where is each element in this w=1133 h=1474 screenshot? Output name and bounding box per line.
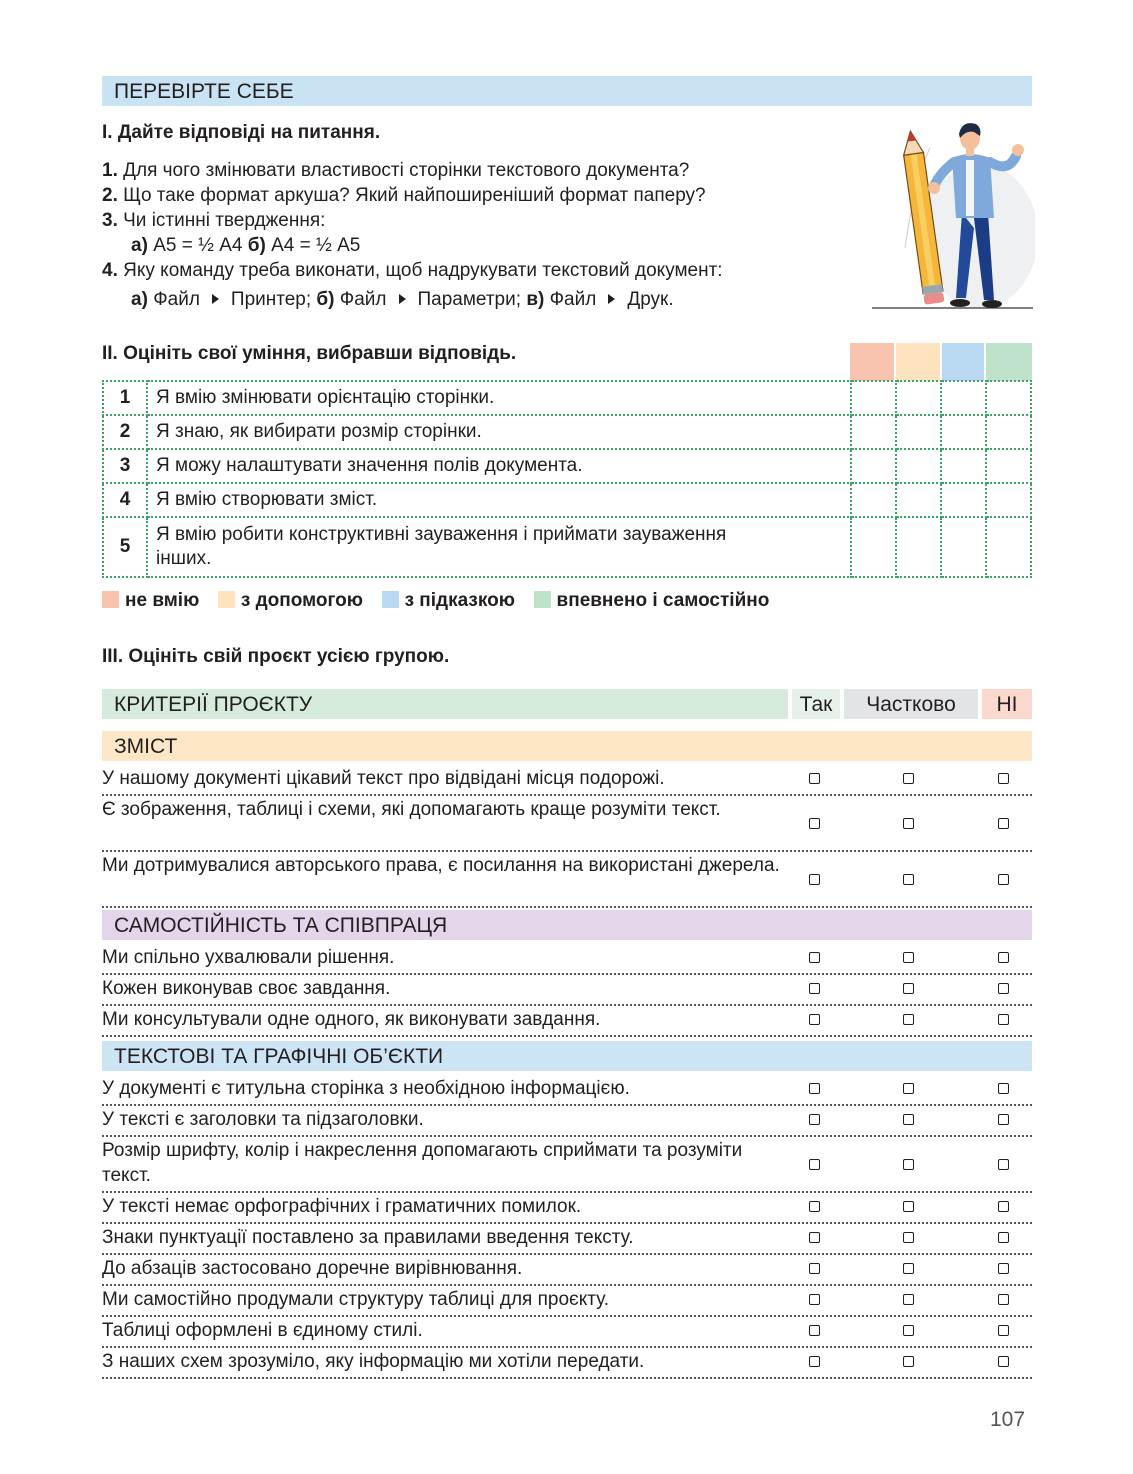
question-2: 2. Що таке формат аркуша? Який найпоширеніший формат паперу? [102,185,706,206]
skill-level-cell-cant[interactable] [851,517,896,577]
skill-level-cell-cant[interactable] [851,449,896,483]
skill-level-cell-hint[interactable] [941,381,986,415]
checkbox-no[interactable] [998,1014,1009,1025]
skill-level-cell-hint[interactable] [941,483,986,517]
checkbox-no[interactable] [998,1263,1009,1274]
skill-level-cell-help[interactable] [896,415,941,449]
legend-swatch-cant [102,591,119,608]
question-1: 1. Для чого змінювати властивості сторінки текстового документа? [102,160,690,181]
criteria-section-title: САМОСТІЙНІСТЬ ТА СПІВПРАЦЯ [114,914,448,937]
man-with-pencil-illustration [870,118,1035,313]
criteria-row [102,1284,1032,1317]
checkbox-yes[interactable] [809,1201,820,1212]
criteria-row [102,850,1032,908]
checkbox-partly[interactable] [903,1325,914,1336]
skill-number: 2 [103,415,147,449]
checkbox-yes[interactable] [809,1159,820,1170]
criteria-text: Знаки пунктуації поставлено за правилами введення тексту. [102,1227,634,1248]
criteria-text: До абзаців застосовано доречне вирівнювання. [102,1258,523,1279]
criteria-row [102,1004,1032,1037]
criteria-row [102,1222,1032,1255]
criteria-row [102,1135,1032,1193]
checkbox-yes[interactable] [809,1294,820,1305]
checkbox-no[interactable] [998,1201,1009,1212]
checkbox-no[interactable] [998,1232,1009,1243]
criteria-section-header [102,1041,1032,1071]
criteria-text: У документі є титульна сторінка з необхідною інформацією. [102,1078,630,1099]
skill-level-cell-cant[interactable] [851,483,896,517]
checkbox-partly[interactable] [903,1159,914,1170]
legend-help: з допомогою [240,590,364,611]
criteria-row [102,1253,1032,1286]
checkbox-partly[interactable] [903,1232,914,1243]
checkbox-no[interactable] [998,1325,1009,1336]
skill-row [103,517,1031,577]
skill-text: Я вмію робити конструктивні зауваження і приймати зауваження інших. [147,517,851,577]
checkbox-no[interactable] [998,1294,1009,1305]
skill-level-cell-help[interactable] [896,381,941,415]
skill-level-cell-hint[interactable] [941,517,986,577]
criteria-row [102,942,1032,975]
criteria-row [102,1346,1032,1379]
checkbox-partly[interactable] [903,1114,914,1125]
criteria-text: Ми консультували одне одного, як виконувати завдання. [102,1009,601,1030]
checkbox-yes[interactable] [809,1325,820,1336]
checkbox-no[interactable] [998,773,1009,784]
skill-text: Я вмію змінювати орієнтацію сторінки. [147,381,851,415]
skill-number: 3 [103,449,147,483]
legend-swatch-help [218,591,235,608]
checkbox-yes[interactable] [809,1232,820,1243]
checkbox-yes[interactable] [809,818,820,829]
criteria-text: У тексті немає орфографічних і граматичних помилок. [102,1196,582,1217]
criteria-text: У нашому документі цікавий текст про відвідані місця подорожі. [102,768,665,789]
checkbox-partly[interactable] [903,874,914,885]
criteria-text: Кожен виконував своє завдання. [102,978,391,999]
criteria-text: Є зображення, таблиці і схеми, які допомагають краще розуміти текст. [102,799,721,820]
no-column-header: НІ [982,689,1032,719]
level-header-cant [850,343,894,381]
checkbox-yes[interactable] [809,983,820,994]
level-header-hint [942,343,984,381]
checkbox-yes[interactable] [809,1356,820,1367]
criteria-column-header: КРИТЕРІЇ ПРОЄКТУ [102,689,788,719]
skill-row [103,449,1031,483]
skills-legend [102,590,769,612]
checkbox-yes[interactable] [809,1083,820,1094]
skill-level-cell-cant[interactable] [851,381,896,415]
skill-level-cell-help[interactable] [896,517,941,577]
skill-number: 1 [103,381,147,415]
checkbox-partly[interactable] [903,1294,914,1305]
criteria-section-header [102,910,1032,940]
skill-row [103,415,1031,449]
checkbox-yes[interactable] [809,952,820,963]
skill-level-cell-confident[interactable] [986,449,1031,483]
skill-text: Я можу налаштувати значення полів документа. [147,449,851,483]
criteria-row [102,1104,1032,1137]
legend-swatch-confident [534,591,551,608]
checkbox-partly[interactable] [903,1263,914,1274]
criteria-row [102,1073,1032,1106]
criteria-row [102,794,1032,852]
criteria-section-title: ЗМІСТ [114,735,178,758]
arrow-right-icon [608,294,615,304]
arrow-right-icon [212,294,219,304]
checkbox-partly[interactable] [903,1201,914,1212]
criteria-row [102,973,1032,1006]
skill-level-cell-hint[interactable] [941,449,986,483]
checkbox-yes[interactable] [809,1114,820,1125]
checkbox-partly[interactable] [903,818,914,829]
checkbox-no[interactable] [998,1356,1009,1367]
skill-text: Я знаю, як вибирати розмір сторінки. [147,415,851,449]
skill-level-cell-confident[interactable] [986,517,1031,577]
skill-level-cell-confident[interactable] [986,415,1031,449]
skill-number: 5 [103,517,147,577]
checkbox-yes[interactable] [809,874,820,885]
criteria-text: Ми дотримувалися авторського права, є посилання на використані джерела. [102,855,780,876]
checkbox-partly[interactable] [903,1083,914,1094]
legend-confident: впевнено і самостійно [556,590,770,611]
checkbox-partly[interactable] [903,983,914,994]
part3-heading: III. Оцініть свій проєкт усією групою. [102,646,450,667]
checkbox-no[interactable] [998,1083,1009,1094]
checkbox-no[interactable] [998,874,1009,885]
question-3-options: а) А5 = ½ А4 б) А4 = ½ А5 [131,235,361,256]
part1-heading: I. Дайте відповіді на питання. [102,122,381,143]
criteria-section-header [102,731,1032,761]
skill-level-cell-cant[interactable] [851,415,896,449]
checkbox-yes[interactable] [809,1014,820,1025]
skill-row [103,381,1031,415]
check-yourself-banner [102,76,1032,106]
criteria-section-title: ТЕКСТОВІ ТА ГРАФІЧНІ ОБ’ЄКТИ [114,1045,444,1068]
criteria-row [102,1191,1032,1224]
questions-block [102,158,862,312]
level-header-help [896,343,940,381]
skill-level-cell-confident[interactable] [986,483,1031,517]
checkbox-no[interactable] [998,952,1009,963]
partly-column-header: Частково [844,689,978,719]
question-4-options: а) Файл Принтер; б) Файл Параметри; в) Файл Друк. [131,289,674,310]
checkbox-no[interactable] [998,818,1009,829]
criteria-row [102,1315,1032,1348]
question-4: 4. Яку команду треба виконати, щоб надрукувати текстовий документ: [102,260,723,281]
check-yourself-title: ПЕРЕВІРТЕ СЕБЕ [114,80,294,103]
criteria-text: Розмір шрифту, колір і накреслення допомагають сприймати та розуміти текст. [102,1140,743,1186]
skill-level-cell-help[interactable] [896,483,941,517]
skill-number: 4 [103,483,147,517]
checkbox-partly[interactable] [903,952,914,963]
yes-column-header: Так [792,689,840,719]
arrow-right-icon [399,294,406,304]
checkbox-partly[interactable] [903,1356,914,1367]
criteria-row [102,763,1032,796]
checkbox-yes[interactable] [809,773,820,784]
criteria-text: Ми спільно ухвалювали рішення. [102,947,395,968]
skill-level-cell-confident[interactable] [986,381,1031,415]
criteria-text: Ми самостійно продумали структуру таблиці для проєкту. [102,1289,610,1310]
legend-cant: не вмію [125,590,200,611]
skill-level-cell-hint[interactable] [941,415,986,449]
part2-heading: II. Оцініть свої уміння, вибравши відповідь. [102,343,517,364]
legend-swatch-hint [382,591,399,608]
question-3: 3. Чи істинні твердження: [102,210,326,231]
criteria-text: У тексті є заголовки та підзаголовки. [102,1109,424,1130]
skill-row [103,483,1031,517]
legend-hint: з підказкою [404,590,515,611]
checkbox-no[interactable] [998,983,1009,994]
criteria-text: Таблиці оформлені в єдиному стилі. [102,1320,423,1341]
level-header-confident [986,343,1032,381]
checkbox-yes[interactable] [809,1263,820,1274]
criteria-text: З наших схем зрозуміло, яку інформацію ми хотіли передати. [102,1351,645,1372]
skills-table [102,380,1032,578]
checkbox-no[interactable] [998,1159,1009,1170]
skill-level-cell-help[interactable] [896,449,941,483]
page-number: 107 [990,1408,1026,1431]
checkbox-no[interactable] [998,1114,1009,1125]
checkbox-partly[interactable] [903,773,914,784]
checkbox-partly[interactable] [903,1014,914,1025]
skill-text: Я вмію створювати зміст. [147,483,851,517]
